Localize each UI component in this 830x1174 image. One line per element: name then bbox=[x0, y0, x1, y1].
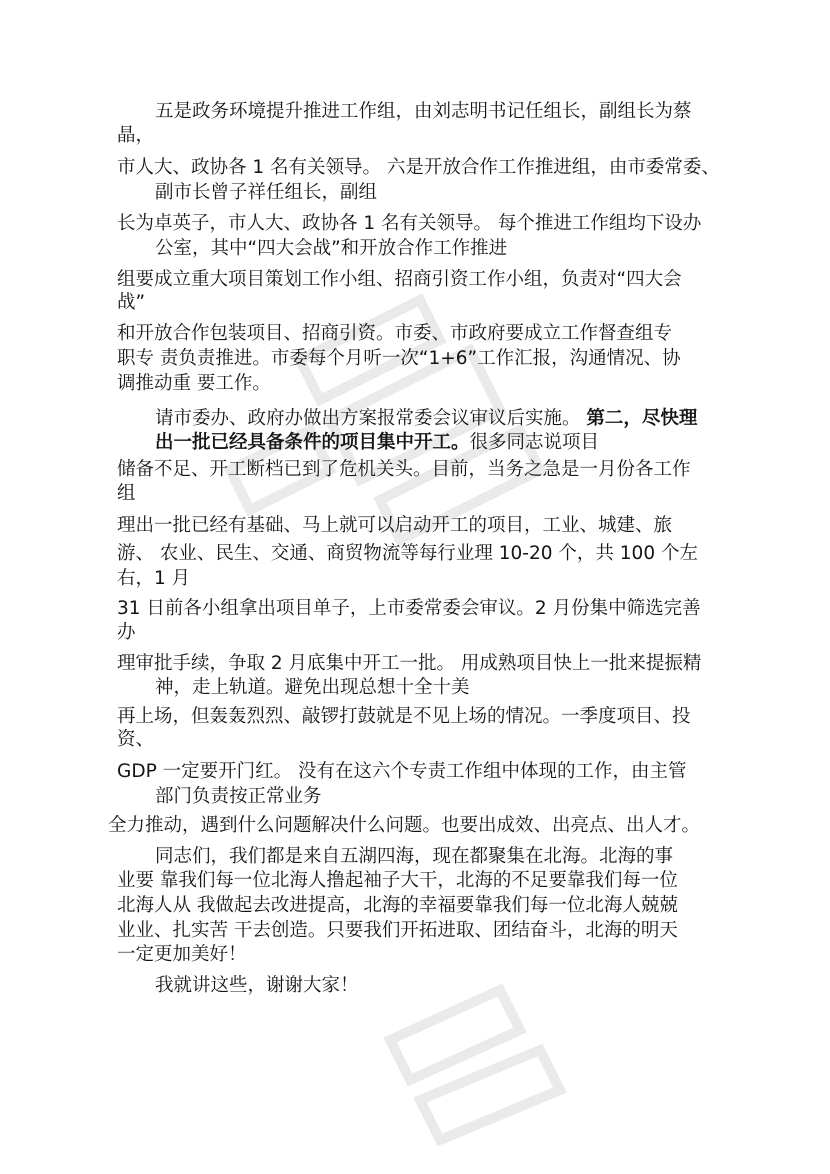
paragraph-2-line-9: 办 bbox=[117, 622, 136, 643]
paragraph-2-line-11: 神，走上轨道。避免出现总想十全十美 bbox=[155, 677, 470, 698]
paragraph-2-line-14: GDP 一定要开门红。 没有在这六个专责工作组中体现的工作，由主管 bbox=[117, 761, 687, 782]
paragraph-3-line-4: 业业、扎实苦 干去创造。只要我们开拓进取、团结奋斗，北海的明天 bbox=[117, 920, 678, 941]
paragraph-2-line-7: 右，1 月 bbox=[117, 568, 191, 589]
paragraph-2-line-6: 游、 农业、民生、交通、商贸物流等每行业理 10-20 个，共 100 个左 bbox=[117, 543, 698, 564]
paragraph-2-line-10: 理审批手续，争取 2 月底集中开工一批。 用成熟项目快上一批来提振精 bbox=[117, 653, 702, 674]
point-two-heading-part-2: 出一批已经具备条件的项目集中开工。 bbox=[155, 432, 470, 453]
paragraph-2-line-2 bbox=[155, 431, 599, 455]
paragraph-2-line-8: 31 日前各小组拿出项目单子，上市委常委会审议。2 月份集中筛选完善 bbox=[117, 598, 701, 619]
paragraph-2-line-15: 部门负责按正常业务 bbox=[155, 786, 322, 807]
paragraph-1-line-4: 副市长曾子祥任组长，副组 bbox=[155, 182, 378, 203]
instruction-text: 请市委办、政府办做出方案报常委会议审议后实施。 bbox=[155, 408, 581, 429]
paragraph-3-line-3: 北海人从 我做起去改进提高，北海的幸福要靠我们每一位北海人兢兢 bbox=[117, 895, 678, 916]
paragraph-1-line-11: 调推动重 要工作。 bbox=[117, 373, 271, 394]
closing-line: 我就讲这些，谢谢大家！ bbox=[155, 975, 359, 996]
paragraph-1-line-2: 晶， bbox=[117, 125, 155, 146]
paragraph-2-line-5: 理出一批已经有基础、马上就可以启动开工的项目，工业、城建、旅 bbox=[117, 515, 673, 536]
project-reserve-text: 很多同志说项目 bbox=[469, 432, 600, 453]
paragraph-3-line-2: 业要 靠我们每一位北海人撸起袖子大干，北海的不足要靠我们每一位 bbox=[117, 870, 678, 891]
paragraph-1-line-1: 五是政务环境提升推进工作组，由刘志明书记任组长，副组长为蔡 bbox=[155, 101, 692, 122]
paragraph-1-line-3: 市人大、政协各 1 名有关领导。 六是开放合作工作推进组，由市委常委、 bbox=[117, 157, 720, 178]
paragraph-2-line-13: 资、 bbox=[117, 729, 155, 750]
paragraph-1-line-6: 公室，其中“四大会战”和开放合作工作推进 bbox=[155, 238, 508, 259]
paragraph-1-line-7: 组要成立重大项目策划工作小组、招商引资工作小组，负责对“四大会 bbox=[117, 269, 682, 290]
paragraph-1-line-5: 长为卓英子，市人大、政协各 1 名有关领导。 每个推进工作组均下设办 bbox=[117, 213, 702, 234]
paragraph-2-line-16: 全力推动，遇到什么问题解决什么问题。也要出成效、出亮点、出人才。 bbox=[108, 815, 701, 836]
paragraph-3-line-5: 一定更加美好！ bbox=[117, 944, 247, 965]
point-two-heading-part-1: 第二，尽快理 bbox=[586, 408, 698, 429]
paragraph-1-line-10: 职专 责负责推进。市委每个月听一次“1+6”工作汇报，沟通情况、协 bbox=[117, 348, 681, 369]
paragraph-2-line-12: 再上场，但轰轰烈烈、敲锣打鼓就是不见上场的情况。一季度项目、投 bbox=[117, 706, 691, 727]
paragraph-1-line-8: 战” bbox=[117, 292, 146, 313]
paragraph-1-line-9: 和开放合作包装项目、招商引资。市委、市政府要成立工作督查组专 bbox=[117, 323, 673, 344]
paragraph-2-line-4: 组 bbox=[117, 483, 136, 504]
paragraph-2-line-3: 储备不足、开工断档已到了危机关头。目前，当务之急是一月份各工作 bbox=[117, 459, 691, 480]
paragraph-2-line-1 bbox=[155, 407, 697, 431]
paragraph-3-line-1: 同志们，我们都是来自五湖四海，现在都聚集在北海。北海的事 bbox=[155, 846, 674, 867]
